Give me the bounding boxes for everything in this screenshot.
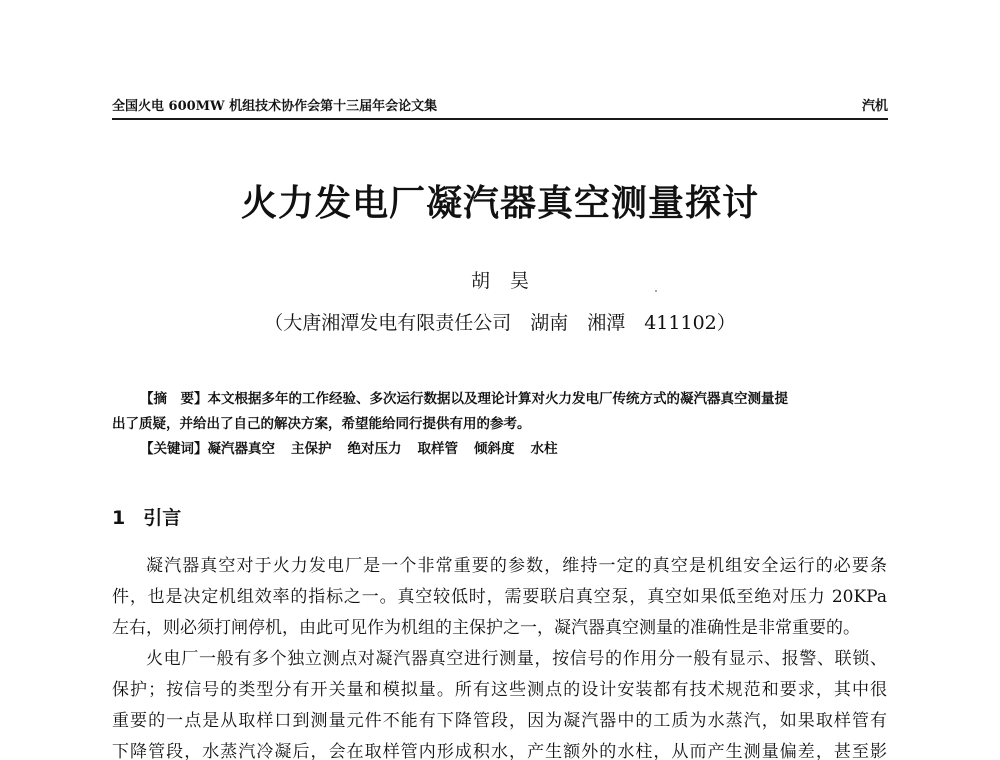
body-line: 凝汽器真空对于火力发电厂是一个非常重要的参数，维持一定的真空是机组安全运行的必要条 <box>146 556 887 576</box>
body-line-partial: 下降管段，水蒸汽冷凝后，会在取样管内形成积水，产生额外的水柱，从而产生测量偏差，甚至影 <box>112 742 887 760</box>
paper-title: 火力发电厂凝汽器真空测量探讨 <box>240 183 759 224</box>
body-line: 火电厂一般有多个独立测点对凝汽器真空进行测量，按信号的作用分一般有显示、报警、联锁、 <box>146 649 887 669</box>
keyword: 凝汽器真空 <box>207 441 275 457</box>
body-line: 左右，则必须打闸停机，由此可见作为机组的主保护之一，凝汽器真空测量的准确性是非常重要的。 <box>112 618 860 638</box>
body-line: 重要的一点是从取样口到测量元件不能有下降管段，因为凝汽器中的工质为水蒸汽，如果取样管有 <box>112 711 887 731</box>
author-name: 胡 昊 <box>470 270 530 292</box>
section-heading <box>112 505 181 531</box>
keyword: 绝对压力 <box>347 441 402 457</box>
body-line: 保护；按信号的类型分有开关量和模拟量。所有这些测点的设计安装都有技术规范和要求，其中很 <box>112 680 887 700</box>
abstract-line-1 <box>112 387 887 412</box>
abstract-line-2: 出了质疑，并给出了自己的解决方案，希望能给同行提供有用的参考。 <box>112 416 531 432</box>
running-head-section: 汽机 <box>861 99 888 114</box>
keywords-label: 【关键词】 <box>140 441 208 457</box>
running-head <box>112 98 888 120</box>
section-title: 引言 <box>143 507 182 529</box>
abstract-block <box>112 387 887 462</box>
scan-speck <box>655 290 657 292</box>
keyword: 取样管 <box>417 441 458 457</box>
abstract-label: 【摘 要】 <box>140 391 208 407</box>
running-head-proceedings: 全国火电 600MW 机组技术协作会第十三届年会论文集 <box>112 99 438 114</box>
affiliation-text: （大唐湘潭发电有限责任公司 湖南 湘潭 411102） <box>264 312 736 334</box>
section-number: 1 <box>112 507 126 529</box>
keyword: 主保护 <box>291 441 332 457</box>
body-paragraphs <box>112 551 887 760</box>
abstract-text-1: 本文根据多年的工作经验、多次运行数据以及理论计算对火力发电厂传统方式的凝汽器真空测量提 <box>207 391 788 407</box>
keyword: 倾斜度 <box>474 441 515 457</box>
body-line: 件，也是决定机组效率的指标之一。真空较低时，需要联启真空泵，真空如果低至绝对压力 20KPa <box>112 587 887 607</box>
keywords-line <box>112 437 887 462</box>
keyword: 水柱 <box>530 441 558 457</box>
author-affiliation <box>0 310 1000 336</box>
